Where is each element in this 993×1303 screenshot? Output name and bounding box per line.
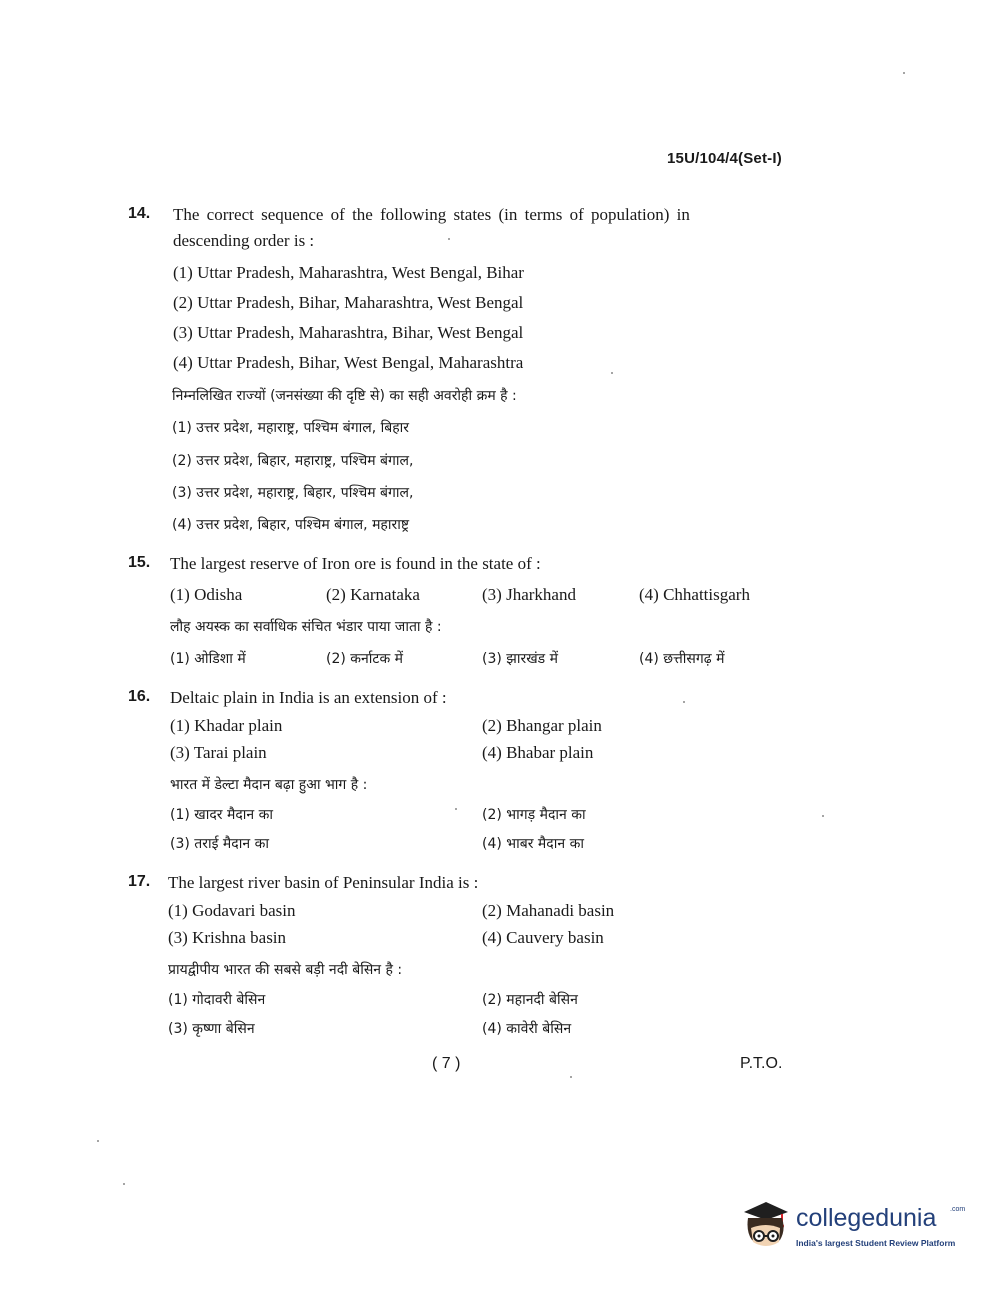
scan-speck [455, 808, 457, 810]
question-text: The largest river basin of Peninsular India is : [168, 873, 479, 892]
logo-domain: .com [950, 1206, 966, 1213]
option-en-2: (2) Uttar Pradesh, Bihar, Maharashtra, West Bengal [173, 293, 524, 312]
option-en-4: (4) Cauvery basin [482, 928, 604, 947]
option-en-4: (4) Chhattisgarh [639, 585, 750, 604]
option-hi-3: (3) तराई मैदान का [170, 836, 269, 852]
option-hi-1: (1) उत्तर प्रदेश, महाराष्ट्र, पश्चिम बंगाल, बिहार [172, 420, 410, 436]
option-hi-1: (1) गोदावरी बेसिन [168, 992, 266, 1008]
question-number: 14. [128, 205, 151, 222]
option-en-2: (2) Mahanadi basin [482, 901, 615, 920]
question-number: 17. [128, 873, 151, 890]
option-en-1: (1) Khadar plain [170, 716, 283, 735]
paper-code: 15U/104/4(Set-I) [667, 150, 782, 167]
collegedunia-logo[interactable] [738, 1198, 968, 1258]
scan-speck [683, 701, 685, 703]
question-text: The largest reserve of Iron ore is found in the state of : [170, 554, 541, 573]
question-number: 16. [128, 688, 151, 705]
scan-speck [570, 1076, 572, 1078]
option-hi-3: (3) झारखंड में [482, 651, 558, 667]
option-en-3: (3) Krishna basin [168, 928, 287, 947]
option-en-4: (4) Uttar Pradesh, Bihar, West Bengal, Maharashtra [173, 353, 524, 372]
scan-speck [97, 1140, 99, 1142]
option-hi-4: (4) उत्तर प्रदेश, बिहार, पश्चिम बंगाल, महाराष्ट्र [172, 517, 410, 533]
option-hi-4: (4) छत्तीसगढ़ में [639, 651, 725, 667]
option-hi-4: (4) कावेरी बेसिन [482, 1021, 572, 1037]
option-en-3: (3) Jharkhand [482, 585, 576, 604]
question-text-line2: descending order is : [173, 231, 315, 250]
option-hi-4: (4) भाबर मैदान का [482, 836, 584, 852]
option-en-3: (3) Tarai plain [170, 743, 267, 762]
logo-tagline: India's largest Student Review Platform [796, 1238, 956, 1248]
scan-speck [822, 815, 824, 817]
option-en-1: (1) Godavari basin [168, 901, 296, 920]
scan-speck [123, 1183, 125, 1185]
option-hi-1: (1) ओडिशा में [170, 651, 246, 667]
option-hi-2: (2) उत्तर प्रदेश, बिहार, महाराष्ट्र, पश्चिम बंगाल, [172, 453, 414, 469]
option-en-1: (1) Uttar Pradesh, Maharashtra, West Bengal, Bihar [173, 263, 524, 282]
logo-wordmark: collegedunia [796, 1204, 937, 1232]
option-hi-1: (1) खादर मैदान का [170, 807, 273, 823]
option-hi-3: (3) कृष्णा बेसिन [168, 1021, 255, 1037]
scan-speck [448, 238, 450, 240]
pto-label: P.T.O. [740, 1055, 783, 1072]
option-en-4: (4) Bhabar plain [482, 743, 594, 762]
option-en-2: (2) Karnataka [326, 585, 420, 604]
question-text-hindi: भारत में डेल्टा मैदान बढ़ा हुआ भाग है : [170, 777, 368, 793]
question-text-hindi: प्रायद्वीपीय भारत की सबसे बड़ी नदी बेसिन है : [168, 962, 403, 978]
student-mascot-icon [738, 1198, 792, 1256]
page-number: ( 7 ) [432, 1055, 461, 1072]
question-text-line1: The correct sequence of the following states (in terms of population) in [173, 205, 690, 224]
question-text-hindi: लौह अयस्क का सर्वाधिक संचित भंडार पाया जाता है : [170, 619, 442, 635]
question-number: 15. [128, 554, 151, 571]
option-en-2: (2) Bhangar plain [482, 716, 602, 735]
question-text-hindi: निम्नलिखित राज्यों (जनसंख्या की दृष्टि से) का सही अवरोही क्रम है : [172, 388, 517, 404]
option-hi-2: (2) भागड़ मैदान का [482, 807, 586, 823]
option-en-1: (1) Odisha [170, 585, 243, 604]
question-text: Deltaic plain in India is an extension of : [170, 688, 447, 707]
option-en-3: (3) Uttar Pradesh, Maharashtra, Bihar, West Bengal [173, 323, 524, 342]
option-hi-2: (2) कर्नाटक में [326, 651, 404, 667]
scan-speck [611, 372, 613, 374]
scan-speck [903, 72, 905, 74]
option-hi-3: (3) उत्तर प्रदेश, महाराष्ट्र, बिहार, पश्चिम बंगाल, [172, 485, 414, 501]
option-hi-2: (2) महानदी बेसिन [482, 992, 578, 1008]
